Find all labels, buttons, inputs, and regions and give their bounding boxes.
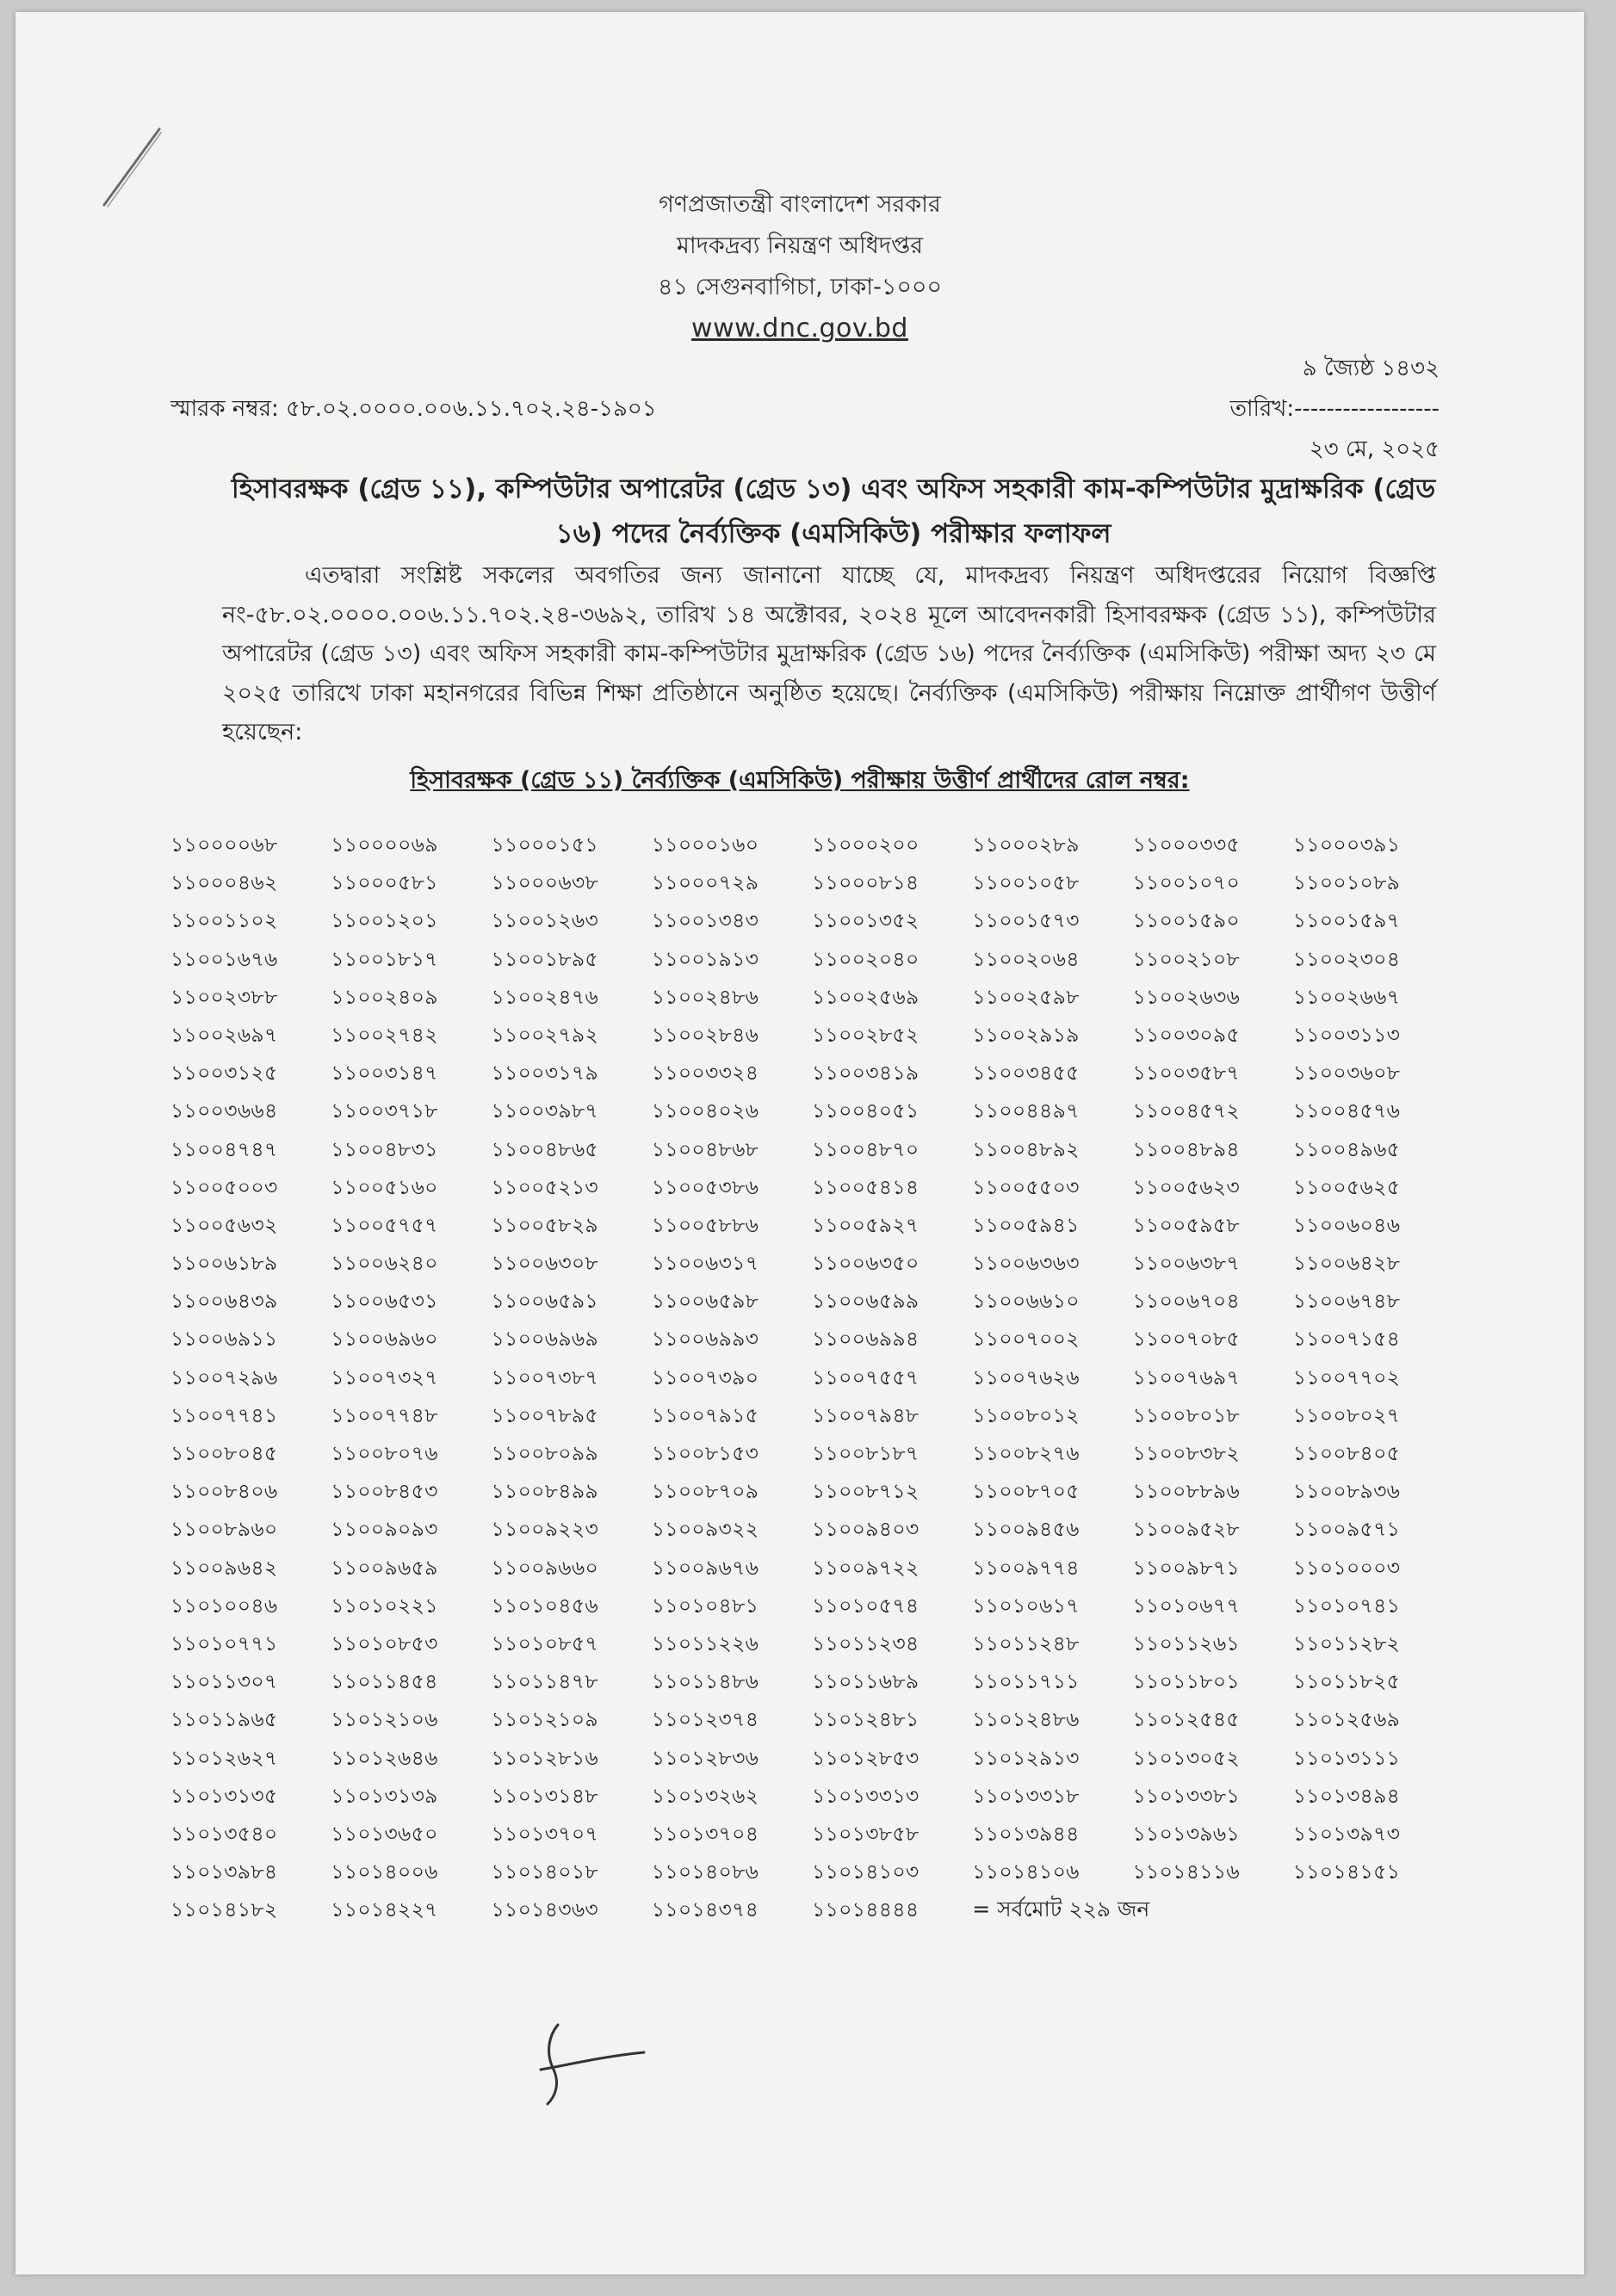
roll-number: ১১০০৭৭৪৮ — [331, 1402, 438, 1427]
roll-number: ১১০০৯৫৭১ — [1292, 1517, 1401, 1542]
roll-number: ১১০১৪০৮৬ — [651, 1860, 759, 1884]
roll-number: ১১০০৬৯১১ — [170, 1327, 278, 1352]
roll-number: ১১০০৫৯২৭ — [812, 1212, 919, 1237]
roll-number: ১১০০৪০২৬ — [651, 1098, 759, 1123]
roll-number: ১১০১০৫৭৪ — [812, 1593, 919, 1618]
roll-number: ১১০০২৮৫২ — [812, 1022, 919, 1047]
roll-number: ১১০১২৮১৬ — [491, 1745, 598, 1770]
roll-number: ১১০০৪৯৬৫ — [1292, 1136, 1401, 1161]
roll-number: ১১০১৪৪৪৪ — [812, 1897, 919, 1922]
roll-number: ১১০১২৪৮৬ — [972, 1707, 1080, 1732]
roll-number: ১১০০১২৬৩ — [491, 908, 599, 933]
roll-number: ১১০১২৬২৭ — [170, 1745, 278, 1770]
roll-number: ১১০০৭৩৯০ — [651, 1365, 759, 1389]
govt-name: গণপ্রজাতন্ত্রী বাংলাদেশ সরকার — [659, 191, 941, 218]
roll-number: ১১০১৩১৩৫ — [170, 1783, 278, 1808]
roll-number: ১১০০৫০০৩ — [170, 1174, 278, 1199]
roll-number: ১১০০৮৯৩৬ — [1292, 1479, 1401, 1504]
address: ৪১ সেগুনবাগিচা, ঢাকা-১০০০ — [657, 274, 943, 300]
roll-number: ১১০০২৪০৯ — [331, 984, 438, 1009]
roll-number: ১১০০৭২৯৬ — [170, 1365, 278, 1389]
roll-number: ১১০০৪৫৭৬ — [1292, 1098, 1401, 1123]
roll-number: ১১০০৮০২৭ — [1292, 1402, 1401, 1427]
roll-number: ১১০১১২৬১ — [1132, 1631, 1240, 1655]
roll-number: ১১০০৮৮৯৬ — [1132, 1479, 1240, 1504]
roll-number: ১১০০৮১৫৩ — [651, 1441, 759, 1465]
roll-number: ১১০০০১৫১ — [491, 832, 598, 857]
roll-number: ১১০০৭০০২ — [972, 1327, 1080, 1352]
roll-number: ১১০১১৭১১ — [972, 1669, 1080, 1694]
roll-number: ১১০১০৭৪১ — [1292, 1593, 1401, 1618]
roll-number: ১১০১৩৩৮১ — [1132, 1783, 1240, 1808]
roll-number: ১১০০৬৭৪৮ — [1292, 1289, 1401, 1314]
roll-number: ১১০০৬৪৩৯ — [170, 1289, 278, 1314]
roll-number: ১১০০৯৬৫৯ — [331, 1555, 438, 1580]
roll-number: ১১০০৬০৪৬ — [1292, 1212, 1401, 1237]
roll-number: ১১০০৪৮৯৪ — [1132, 1136, 1240, 1161]
roll-number: ১১০০৯৫২৮ — [1132, 1517, 1240, 1542]
roll-number: ১১০১০৬৭৭ — [1132, 1593, 1241, 1618]
roll-number: ১১০০০২৮৯ — [972, 832, 1080, 857]
roll-number: ১১০০৩৩২৪ — [651, 1061, 759, 1086]
roll-number: ১১০০৯৬৭৬ — [651, 1555, 759, 1580]
roll-number: ১১০০৫৮৮৬ — [651, 1212, 759, 1237]
roll-number: ১১০০৬৯৯৩ — [651, 1327, 759, 1352]
roll-number: ১১০০২৮৪৬ — [651, 1022, 759, 1047]
roll-number: ১১০১৪৩৭৪ — [651, 1897, 759, 1922]
roll-number: ১১০১৩০৫২ — [1132, 1745, 1241, 1770]
roll-number: ১১০০১৮১৭ — [331, 946, 438, 971]
roll-number: ১১০০৭৬২৬ — [972, 1365, 1080, 1389]
roll-number: ১১০০৭১৫৪ — [1292, 1327, 1401, 1352]
roll-number: ১১০০১০৮৯ — [1292, 870, 1401, 895]
roll-number: ১১০০৭৮৯৫ — [491, 1402, 598, 1427]
notice-body: এতদ্বারা সংশ্লিষ্ট সকলের অবগতির জন্য জানানো যাচ্ছে যে, মাদকদ্রব্য নিয়ন্ত্রণ অধিদপ্তরের নিয়োগ বিজ্ঞপ্তি নং-৫৮.০২.০০০০.০০৬.১১.৭০২.২৪-৩৬৯২, তারিখ ১৪ অক্টোবর, ২০২৪ মূলে আবেদনকারী হিসাবরক্ষক (গ্রেড ১১), কম্পিউটার অপারেটর (গ্রেড ১৩) এবং অফিস সহকারী কাম-কম্পিউটার মুদ্রাক্ষরিক (গ্রেড ১৬) পদের নৈর্ব্যক্তিক (এমসিকিউ) পরীক্ষা অদ্য ২৩ মে ২০২৫ তারিখে ঢাকা মহানগরের বিভিন্ন শিক্ষা প্রতিষ্ঠানে অনুষ্ঠিত হয়েছে। নৈর্ব্যক্তিক (এমসিকিউ) পরীক্ষায় নিম্নোক্ত প্রার্থীগণ উত্তীর্ণ হয়েছেন: — [222, 562, 1436, 746]
roll-number: ১১০১১২৩৪ — [812, 1631, 919, 1655]
roll-number: ১১০১১৮২৫ — [1292, 1669, 1401, 1694]
roll-number: ১১০০০৬৩৮ — [491, 870, 599, 895]
memo-number: স্মারক নম্বর: ৫৮.০২.০০০০.০০৬.১১.৭০২.২৪-১৯০১ — [170, 396, 657, 422]
roll-number: ১১০০৩৪১৯ — [812, 1061, 919, 1086]
roll-number: ১১০০৩১৭৯ — [491, 1061, 599, 1086]
roll-number: ১১০০১৫৯০ — [1132, 908, 1240, 933]
roll-number: ১১০১৩৪৯৪ — [1292, 1783, 1401, 1808]
roll-number: ১১০০৫১৬০ — [331, 1174, 438, 1199]
roll-number: ১১০১৩১১১ — [1292, 1745, 1401, 1770]
roll-number: ১১০০২৫৯৮ — [972, 984, 1080, 1009]
roll-number: ১১০০৩৭১৮ — [331, 1098, 438, 1123]
roll-number: ১১০০২৪৭৬ — [491, 984, 599, 1009]
roll-number: ১১০১১৮০১ — [1132, 1669, 1240, 1694]
roll-number: ১১০১৩৭০৪ — [651, 1821, 759, 1846]
roll-number: ১১০০০৫৮১ — [331, 870, 438, 895]
roll-number: ১১০১১৪৭৮ — [491, 1669, 598, 1694]
roll-number: ১১০০৬৩১৭ — [651, 1251, 759, 1276]
roll-number: ১১০০৯০৯৩ — [331, 1517, 438, 1542]
roll-number: ১১০০১০৫৮ — [972, 870, 1080, 895]
roll-number: ১১০০৫৩৮৬ — [651, 1174, 759, 1199]
roll-number: ১১০১১২২৬ — [651, 1631, 759, 1655]
roll-number: ১১০০৭৭০২ — [1292, 1365, 1401, 1389]
roll-number: ১১০০৫৬২৫ — [1292, 1174, 1401, 1199]
roll-number: ১১০০১০৭০ — [1132, 870, 1241, 895]
roll-number: ১১০০৯৩২২ — [651, 1517, 759, 1542]
roll-number: ১১০০৬৯৬৯ — [491, 1327, 599, 1352]
roll-number: ১১০০৯৬৬০ — [491, 1555, 599, 1580]
roll-number: ১১০০২৯১৯ — [972, 1022, 1080, 1047]
roll-number: ১১০০৫৮২৯ — [491, 1212, 598, 1237]
roll-number: ১১০০৪৮৬৮ — [651, 1136, 759, 1161]
roll-number: ১১০০০৩৯১ — [1292, 832, 1401, 857]
roll-number: ১১০০৪৮৯২ — [972, 1136, 1080, 1161]
signature — [523, 2018, 653, 2113]
date-bangla: ৯ জ্যৈষ্ঠ ১৪৩২ — [1302, 356, 1440, 381]
roll-number: ১১০০৭০৮৫ — [1132, 1327, 1241, 1352]
roll-number: ১১০০০৪৬২ — [170, 870, 278, 895]
roll-number: ১১০০৪৮৭০ — [812, 1136, 919, 1161]
roll-number: ১১০০৭৯১৫ — [651, 1402, 759, 1427]
roll-number: ১১০০০৮১৪ — [812, 870, 919, 895]
roll-number: ১১০০৮৩৮২ — [1132, 1441, 1241, 1465]
roll-number: ১১০০১৩৫২ — [812, 908, 919, 933]
roll-number: ১১০০৩১২৫ — [170, 1061, 278, 1086]
roll-number: ১১০১১২৪৮ — [972, 1631, 1080, 1655]
roll-number: ১১০০৮৪৫৩ — [331, 1479, 438, 1504]
roll-number: ১১০১১২৮২ — [1292, 1631, 1401, 1655]
roll-number: ১১০০৯৬৪২ — [170, 1555, 278, 1580]
roll-number: ১১০০৩৬০৮ — [1292, 1061, 1401, 1086]
roll-number: ১১০১৩১৩৯ — [331, 1783, 438, 1808]
roll-number: ১১০০৭৩২৭ — [331, 1365, 438, 1389]
roll-number: ১১০০৮৪৯৯ — [491, 1479, 598, 1504]
roll-number: ১১০০৬৩৬৩ — [972, 1251, 1080, 1276]
roll-number: ১১০০৩৫৮৭ — [1132, 1061, 1241, 1086]
roll-number: ১১০০৩০৯৫ — [1132, 1022, 1241, 1047]
roll-number: ১১০১০০৪৬ — [170, 1593, 278, 1618]
roll-number: ১১০০৮৭০৯ — [651, 1479, 759, 1504]
roll-number: ১১০০৮০৭৬ — [331, 1441, 438, 1465]
roll-number: ১১০০১৩৪৩ — [651, 908, 759, 933]
roll-number: ১১০১০৭৭১ — [170, 1631, 278, 1655]
document-page — [15, 12, 1584, 2274]
roll-number: ১১০১১৪৮৬ — [651, 1669, 759, 1694]
roll-number: ১১০১০৮৫৭ — [491, 1631, 598, 1655]
roll-number: ১১০০২৬৬৭ — [1292, 984, 1401, 1009]
roll-number: ১১০০১১০২ — [170, 908, 278, 933]
roll-number: ১১০০০২০০ — [812, 832, 919, 857]
roll-number: ১১০০৯২২৩ — [491, 1517, 599, 1542]
roll-number: ১১০০১৮৯৫ — [491, 946, 598, 971]
roll-number: ১১০১১৬৮৯ — [812, 1669, 919, 1694]
roll-number: ১১০০৮০৪৫ — [170, 1441, 278, 1465]
roll-number: ১১০০৯৮৭১ — [1132, 1555, 1240, 1580]
roll-number: ১১০১০২২১ — [331, 1593, 438, 1618]
roll-number: ১১০০৩৬৬৪ — [170, 1098, 278, 1123]
roll-number: ১১০১২১০৯ — [491, 1707, 598, 1732]
roll-number: ১১০১৩৭০৭ — [491, 1821, 599, 1846]
roll-number-grid — [170, 826, 1453, 1928]
date-gregorian: ২৩ মে, ২০২৫ — [1309, 436, 1440, 462]
roll-number: ১১০১২১০৬ — [331, 1707, 438, 1732]
roll-number: ১১০১২৫৪৫ — [1132, 1707, 1240, 1732]
roll-number: ১১০০৫৭৫৭ — [331, 1212, 438, 1237]
roll-number: ১১০১০৪৫৬ — [491, 1593, 598, 1618]
roll-number: ১১০০০৭২৯ — [651, 870, 759, 895]
roll-number: ১১০১৩১৪৮ — [491, 1783, 598, 1808]
roll-number: ১১০০৭৩৮৭ — [491, 1365, 599, 1389]
letterhead — [15, 184, 1584, 350]
roll-number: ১১০০৬৩০৮ — [491, 1251, 599, 1276]
roll-number: ১১০০৩৪৫৫ — [972, 1061, 1080, 1086]
roll-number: ১১০১৪১০৬ — [972, 1860, 1080, 1884]
roll-number: ১১০০০০৬৯ — [331, 832, 438, 857]
roll-number: ১১০০২০৪০ — [812, 946, 919, 971]
roll-number: ১১০০২১০৮ — [1132, 946, 1241, 971]
roll-number: ১১০১১৯৬৫ — [170, 1707, 278, 1732]
roll-number: ১১০০৩১১৩ — [1292, 1022, 1401, 1047]
roll-number: ১১০০১৫৭৩ — [972, 908, 1080, 933]
roll-number: ১১০০৮৭১২ — [812, 1479, 919, 1504]
roll-number: ১১০০৮২৭৬ — [972, 1441, 1080, 1465]
roll-number: ১১০১৩৯৪৪ — [972, 1821, 1080, 1846]
roll-number: ১১০০৬৭০৪ — [1132, 1289, 1241, 1314]
roll-number: ১১০১৪৩৬৩ — [491, 1897, 599, 1922]
roll-number: ১১০০৯৪০৩ — [812, 1517, 919, 1542]
roll-number: ১১০১৩৯৭৩ — [1292, 1821, 1401, 1846]
roll-number: ১১০১৩৩১৩ — [812, 1783, 919, 1808]
roll-number: ১১০০৬২৪০ — [331, 1251, 438, 1276]
roll-number: ১১০০৮০১৮ — [1132, 1402, 1240, 1427]
roll-number: ১১০১৩৩১৮ — [972, 1783, 1080, 1808]
roll-number: ১১০০৩৯৮৭ — [491, 1098, 599, 1123]
roll-number: ১১০০৯৭৭৪ — [972, 1555, 1080, 1580]
roll-number: ১১০১০৬১৭ — [972, 1593, 1080, 1618]
roll-number: ১১০১৪০১৮ — [491, 1860, 598, 1884]
roll-list-heading: হিসাবরক্ষক (গ্রেড ১১) নৈর্ব্যক্তিক (এমসিকিউ) পরীক্ষায় উত্তীর্ণ প্রার্থীদের রোল নম্বর: — [410, 767, 1190, 794]
roll-number: ১১০১২৬৪৬ — [331, 1745, 438, 1770]
roll-number: ১১০০৮৭০৫ — [972, 1479, 1080, 1504]
roll-number: ১১০০৫২১৩ — [491, 1174, 599, 1199]
roll-number: ১১০০৫৬২৩ — [1132, 1174, 1241, 1199]
roll-number: ১১০০৪৫৭২ — [1132, 1098, 1241, 1123]
roll-number: ১১০০০৩৩৫ — [1132, 832, 1241, 857]
roll-number: ১১০০৮৪০৫ — [1292, 1441, 1401, 1465]
roll-number: ১১০১২৮৩৬ — [651, 1745, 759, 1770]
roll-number: ১১০০৬৯৬০ — [331, 1327, 438, 1352]
roll-number: ১১০০৭৭৪১ — [170, 1402, 278, 1427]
roll-number: ১১০০৬৫৯৯ — [812, 1289, 919, 1314]
roll-number: ১১০০০১৬০ — [651, 832, 759, 857]
roll-number: ১১০০৪৮৬৫ — [491, 1136, 598, 1161]
roll-number: ১১০১১৩০৭ — [170, 1669, 278, 1694]
roll-number: ১১০১৩২৬২ — [651, 1783, 759, 1808]
roll-number: ১১০১০৪৮১ — [651, 1593, 759, 1618]
roll-number: ১১০০৫৪১৪ — [812, 1174, 919, 1199]
roll-number: ১১০১৪১৫১ — [1292, 1860, 1401, 1884]
roll-number: ১১০০৬৯৯৪ — [812, 1327, 919, 1352]
roll-number: ১১০১৪০০৬ — [331, 1860, 438, 1884]
roll-number: ১১০০২৪৮৬ — [651, 984, 759, 1009]
roll-number: ১১০০৯৪৫৬ — [972, 1517, 1080, 1542]
roll-number: ১১০০৬৫৩১ — [331, 1289, 438, 1314]
roll-number: ১১০০৮৯৬০ — [170, 1517, 278, 1542]
roll-number: ১১০০১৫৯৭ — [1292, 908, 1401, 933]
roll-number: ১১০০৪৭৪৭ — [170, 1136, 278, 1161]
date-label: তারিখ:------------------ — [1229, 396, 1440, 422]
roll-number: ১১০০৮৪০৬ — [170, 1479, 278, 1504]
roll-number: ১১০১২৩৭৪ — [651, 1707, 759, 1732]
roll-number: ১১০১২৫৬৯ — [1292, 1707, 1401, 1732]
roll-number: ১১০১২৪৮১ — [812, 1707, 919, 1732]
roll-number: ১১০০২৩৮৮ — [170, 984, 278, 1009]
roll-number: ১১০০১৬৭৬ — [170, 946, 278, 971]
notice-title: হিসাবরক্ষক (গ্রেড ১১), কম্পিউটার অপারেটর (গ্রেড ১৩) এবং অফিস সহকারী কাম-কম্পিউটার মুদ্রাক্ষরিক (গ্রেড ১৬) পদের নৈর্ব্যক্তিক (এমসিকিউ) পরীক্ষার ফলাফল — [231, 473, 1436, 549]
roll-number: ১১০১২৮৫৩ — [812, 1745, 919, 1770]
roll-number: ১১০০৯৭২২ — [812, 1555, 919, 1580]
roll-number: ১১০১৪২২৭ — [331, 1897, 438, 1922]
roll-number: ১১০০৫৯৫৮ — [1132, 1212, 1240, 1237]
roll-number: ১১০০৬৩৫০ — [812, 1251, 919, 1276]
roll-number: ১১০১৩৮৫৮ — [812, 1821, 919, 1846]
department-name: মাদকদ্রব্য নিয়ন্ত্রণ অধিদপ্তর — [676, 232, 924, 259]
roll-number: ১১০০৭৬৯৭ — [1132, 1365, 1241, 1389]
roll-number: ১১০০২০৬৪ — [972, 946, 1080, 971]
website-link[interactable]: www.dnc.gov.bd — [691, 313, 908, 343]
roll-number: ১১০০৫৬৩২ — [170, 1212, 278, 1237]
roll-number: ১১০১১৪৫৪ — [331, 1669, 438, 1694]
roll-number: ১১০০৮১৮৭ — [812, 1441, 919, 1465]
roll-number: ১১০১২৯১৩ — [972, 1745, 1080, 1770]
roll-number: ১১০০৪৪৯৭ — [972, 1098, 1080, 1123]
roll-number: ১১০০৬৩৮৭ — [1132, 1251, 1241, 1276]
roll-number: ১১০০৭৯৪৮ — [812, 1402, 919, 1427]
roll-number: ১১০০৮০১২ — [972, 1402, 1080, 1427]
roll-number: ১১০০২৬৯৭ — [170, 1022, 278, 1047]
roll-number: ১১০০১৯১৩ — [651, 946, 759, 971]
roll-number: ১১০১৪১১৬ — [1132, 1860, 1240, 1884]
roll-number: ১১০১৩৯৮৪ — [170, 1860, 278, 1884]
roll-number: ১১০০২৬৩৬ — [1132, 984, 1241, 1009]
total-count: = সর্বমোট ২২৯ জন — [972, 1897, 1150, 1922]
roll-number: ১১০০৫৯৪১ — [972, 1212, 1080, 1237]
roll-number: ১১০০২৩০৪ — [1292, 946, 1401, 971]
roll-number: ১১০০৫৫০৩ — [972, 1174, 1080, 1199]
roll-number: ১১০০৩১৪৭ — [331, 1061, 438, 1086]
roll-number: ১১০০৬৪২৮ — [1292, 1251, 1401, 1276]
roll-number: ১১০১৩৫৪০ — [170, 1821, 278, 1846]
roll-number: ১১০১০৮৫৩ — [331, 1631, 438, 1655]
roll-number: ১১০০০০৬৮ — [170, 832, 278, 857]
roll-number: ১১০০৬৫৯৮ — [651, 1289, 759, 1314]
roll-number: ১১০০৬৬১০ — [972, 1289, 1080, 1314]
roll-number: ১১০১০০০৩ — [1292, 1555, 1401, 1580]
roll-number: ১১০০৬৫৯১ — [491, 1289, 598, 1314]
roll-number: ১১০০৭৫৫৭ — [812, 1365, 919, 1389]
roll-number: ১১০০১২০১ — [331, 908, 438, 933]
roll-number: ১১০০২৭৪২ — [331, 1022, 438, 1047]
roll-number: ১১০১৩৯৬১ — [1132, 1821, 1240, 1846]
roll-number: ১১০০৪০৫১ — [812, 1098, 919, 1123]
roll-number: ১১০০৮০৯৯ — [491, 1441, 598, 1465]
roll-number: ১১০০৬১৮৯ — [170, 1251, 278, 1276]
roll-number: ১১০০২৫৬৯ — [812, 984, 919, 1009]
roll-number: ১১০১৪১০৩ — [812, 1860, 919, 1884]
roll-number: ১১০০২৭৯২ — [491, 1022, 599, 1047]
roll-number: ১১০০৪৮৩১ — [331, 1136, 438, 1161]
roll-number: ১১০১৩৬৫০ — [331, 1821, 438, 1846]
roll-number: ১১০১৪১৮২ — [170, 1897, 278, 1922]
